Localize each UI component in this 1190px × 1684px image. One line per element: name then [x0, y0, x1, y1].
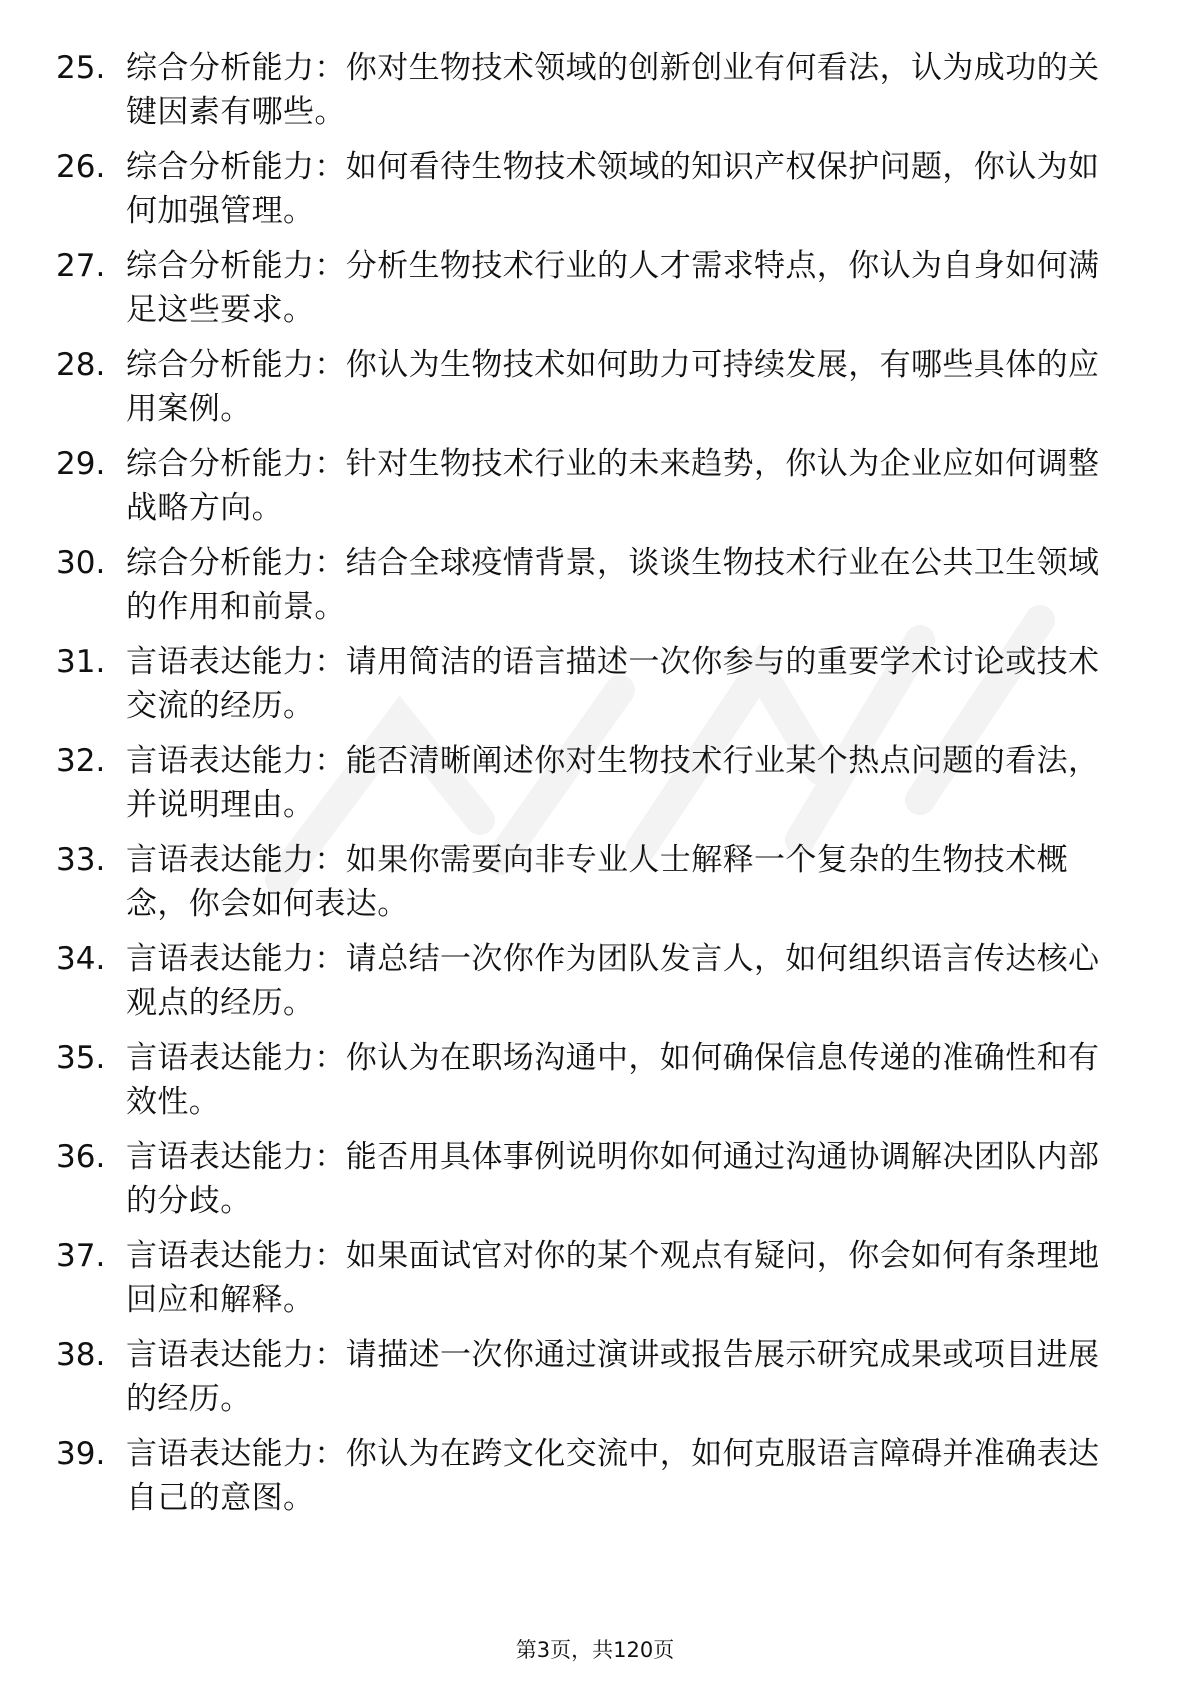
question-number: 25. [56, 50, 106, 86]
question-text: 言语表达能力：能否用具体事例说明你如何通过沟通协调解决团队内部的分歧。 [126, 1139, 1100, 1219]
question-text: 言语表达能力：如果面试官对你的某个观点有疑问，你会如何有条理地回应和解释。 [126, 1238, 1100, 1318]
question-item [0, 1333, 1190, 1432]
question-text: 综合分析能力：你认为生物技术如何助力可持续发展，有哪些具体的应用案例。 [126, 347, 1100, 427]
page-number-label: 第3页，共120页 [515, 1638, 675, 1662]
question-text: 言语表达能力：你认为在职场沟通中，如何确保信息传递的准确性和有效性。 [126, 1040, 1100, 1120]
question-number: 37. [56, 1238, 106, 1274]
question-text: 言语表达能力：你认为在跨文化交流中，如何克服语言障碍并准确表达自己的意图。 [126, 1436, 1100, 1516]
question-item [0, 1234, 1190, 1333]
question-item [0, 640, 1190, 739]
question-number: 33. [56, 842, 106, 878]
page-footer [0, 1636, 1190, 1664]
question-text: 言语表达能力：请用简洁的语言描述一次你参与的重要学术讨论或技术交流的经历。 [126, 644, 1100, 724]
question-item [0, 1432, 1190, 1531]
question-number: 29. [56, 446, 106, 482]
question-item [0, 244, 1190, 343]
question-item [0, 1135, 1190, 1234]
question-number: 32. [56, 743, 106, 779]
question-number: 31. [56, 644, 106, 680]
question-number: 39. [56, 1436, 106, 1472]
question-text: 综合分析能力：你对生物技术领域的创新创业有何看法，认为成功的关键因素有哪些。 [126, 50, 1100, 130]
question-text: 言语表达能力：请总结一次你作为团队发言人，如何组织语言传达核心观点的经历。 [126, 941, 1100, 1021]
question-number: 38. [56, 1337, 106, 1373]
question-number: 35. [56, 1040, 106, 1076]
question-number: 26. [56, 149, 106, 185]
question-text: 言语表达能力：能否清晰阐述你对生物技术行业某个热点问题的看法，并说明理由。 [126, 743, 1100, 823]
question-item [0, 838, 1190, 937]
question-item [0, 442, 1190, 541]
question-number: 34. [56, 941, 106, 977]
question-text: 综合分析能力：如何看待生物技术领域的知识产权保护问题，你认为如何加强管理。 [126, 149, 1100, 229]
question-number: 28. [56, 347, 106, 383]
question-number: 30. [56, 545, 106, 581]
question-number: 27. [56, 248, 106, 284]
question-item [0, 145, 1190, 244]
question-list [0, 46, 1190, 1531]
question-item [0, 343, 1190, 442]
question-item [0, 739, 1190, 838]
question-number: 36. [56, 1139, 106, 1175]
question-text: 综合分析能力：结合全球疫情背景，谈谈生物技术行业在公共卫生领域的作用和前景。 [126, 545, 1100, 625]
question-item [0, 46, 1190, 145]
question-item [0, 1036, 1190, 1135]
question-text: 综合分析能力：分析生物技术行业的人才需求特点，你认为自身如何满足这些要求。 [126, 248, 1100, 328]
question-item [0, 937, 1190, 1036]
question-text: 综合分析能力：针对生物技术行业的未来趋势，你认为企业应如何调整战略方向。 [126, 446, 1100, 526]
question-text: 言语表达能力：如果你需要向非专业人士解释一个复杂的生物技术概念，你会如何表达。 [126, 842, 1068, 922]
question-item [0, 541, 1190, 640]
question-text: 言语表达能力：请描述一次你通过演讲或报告展示研究成果或项目进展的经历。 [126, 1337, 1100, 1417]
